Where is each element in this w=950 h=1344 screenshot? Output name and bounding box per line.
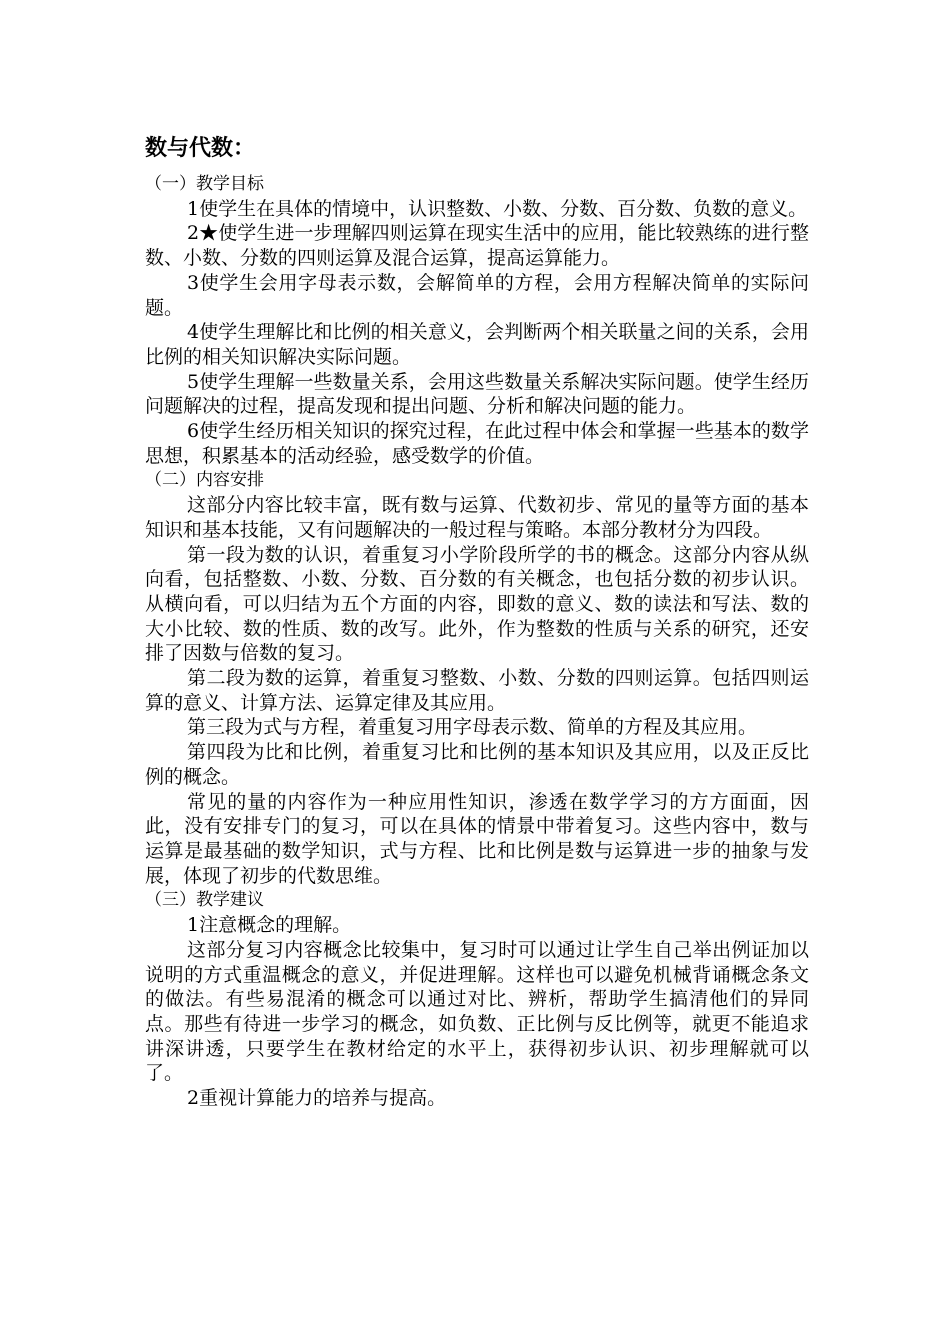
paragraph: 4使学生理解比和比例的相关意义，会判断两个相关联量之间的关系，会用比例的相关知识解决实际问题。 [145,321,809,368]
section-heading: （一）教学目标 [145,174,264,194]
paragraph: 3使学生会用字母表示数，会解简单的方程，会用方程解决简单的实际问题。 [145,271,809,319]
section-heading: （三）教学建议 [145,890,264,911]
section-content-arrangement [145,468,809,888]
paragraph: 6使学生经历相关知识的探究过程，在此过程中体会和掌握一些基本的数学思想，积累基本的活动经验，感受数学的价值。 [145,420,809,467]
paragraph: 2★使学生进一步理解四则运算在现实生活中的应用，能比较熟练的进行整数、小数、分数的四则运算及混合运算，提高运算能力。 [145,222,809,270]
paragraph: 第四段为比和比例，着重复习比和比例的基本知识及其应用，以及正反比例的概念。 [145,741,809,788]
paragraph: 第二段为数的运算，着重复习整数、小数、分数的四则运算。包括四则运算的意义、计算方法、运算定律及其应用。 [145,667,809,714]
paragraph: 这部分复习内容概念比较集中，复习时可以通过让学生自己举出例证加以说明的方式重温概念的意义，并促进理解。这样也可以避免机械背诵概念条文的做法。有些易混淆的概念可以通过对比、辨析，帮助学生搞清他们的异同点。那些有待进一步学习的概念，如负数、正比例与反比例等，就更不能追求讲深讲透，只要学生在教材给定的水平上，获得初步认识、初步理解就可以了。 [145,938,809,1085]
document-page [145,134,809,1111]
paragraph: 1注意概念的理解。 [187,914,352,937]
paragraph: 5使学生理解一些数量关系，会用这些数量关系解决实际问题。使学生经历问题解决的过程，提高发现和提出问题、分析和解决问题的能力。 [145,370,809,418]
paragraph: 这部分内容比较丰富，既有数与运算、代数初步、常见的量等方面的基本知识和基本技能，又有问题解决的一般过程与策略。本部分教材分为四段。 [145,494,809,541]
paragraph: 常见的量的内容作为一种应用性知识，渗透在数学学习的方方面面，因此，没有安排专门的复习，可以在具体的情景中带着复习。这些内容中，数与运算是最基础的数学知识，式与方程、比和比例是数与运算进一步的抽象与发展，体现了初步的代数思维。 [145,790,809,887]
paragraph: 第一段为数的认识，着重复习小学阶段所学的书的概念。这部分内容从纵向看，包括整数、小数、分数、百分数的有关概念，也包括分数的初步认识。从横向看，可以归结为五个方面的内容，即数的意义、数的读法和写法、数的大小比较、数的性质、数的改写。此外，作为整数的性质与关系的研究，还安排了因数与倍数的复习。 [145,543,809,665]
paragraph: 1使学生在具体的情境中，认识整数、小数、分数、百分数、负数的意义。 [187,197,808,220]
paragraph: 第三段为式与方程，着重复习用字母表示数、简单的方程及其应用。 [187,716,758,739]
document-title: 数与代数： [145,136,256,161]
section-teaching-suggestions [145,888,809,1110]
section-heading: （二）内容安排 [145,470,264,491]
section-teaching-goals [145,172,809,468]
paragraph: 2重视计算能力的培养与提高。 [187,1087,447,1110]
